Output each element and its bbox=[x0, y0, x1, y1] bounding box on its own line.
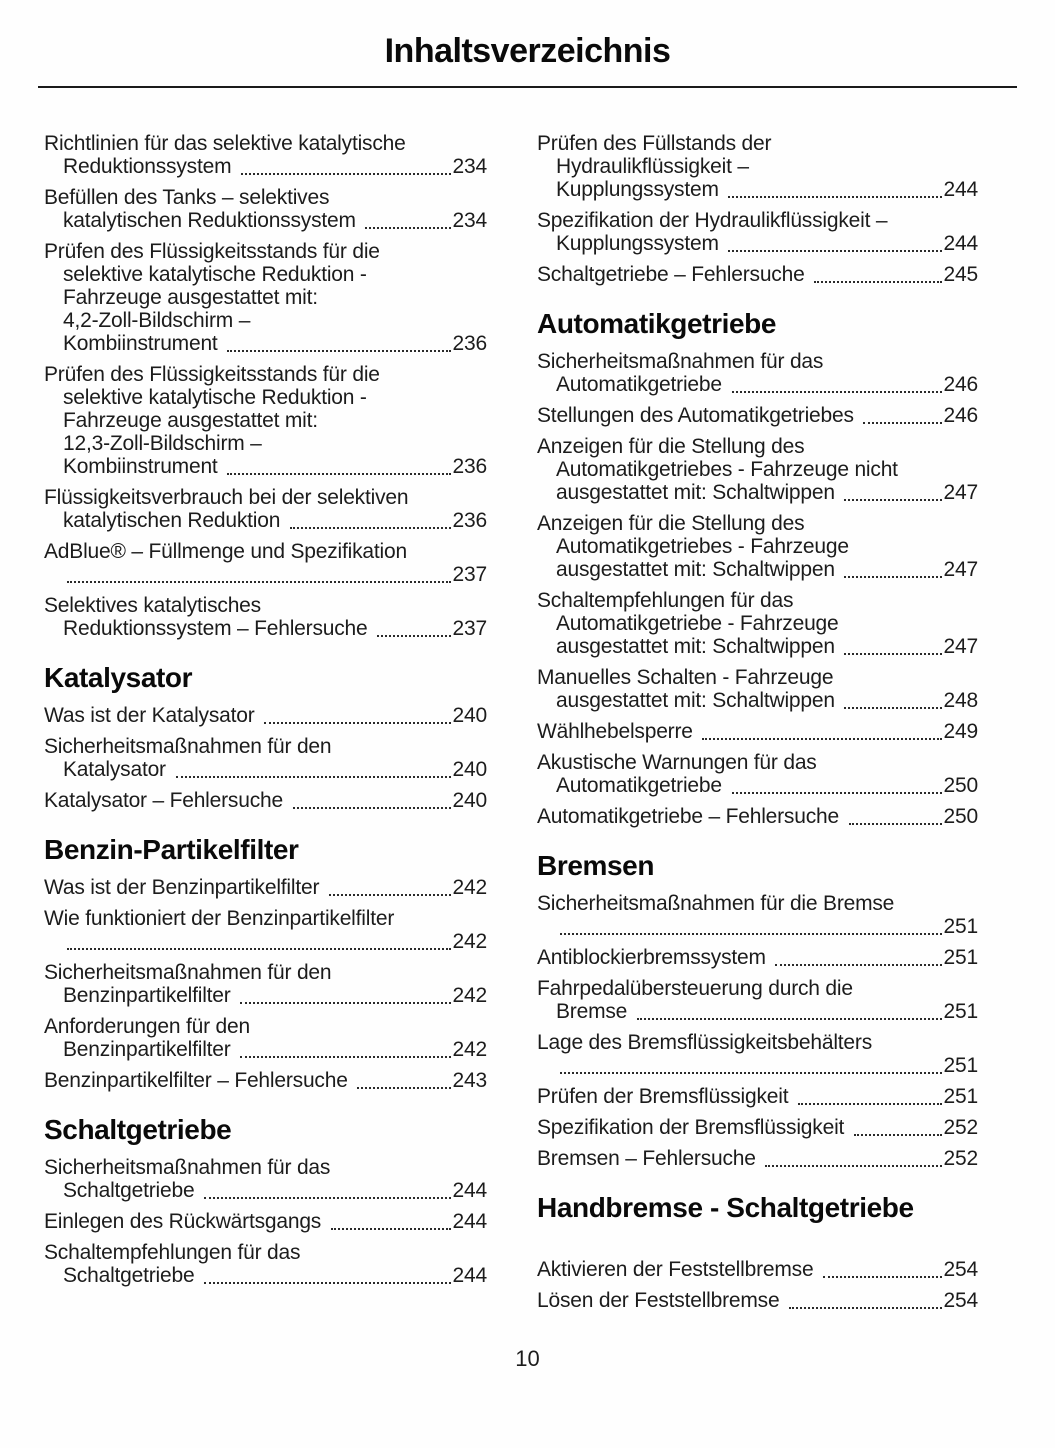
toc-entry bbox=[537, 1258, 978, 1281]
entry-line bbox=[537, 373, 978, 396]
entry-text: Bremsen – Fehlersuche bbox=[537, 1147, 762, 1170]
entry-text: ausgestattet mit: Schaltwippen bbox=[556, 481, 841, 504]
entry-page: 240 bbox=[452, 758, 487, 781]
toc-entry bbox=[537, 435, 978, 504]
entry-text: Was ist der Benzinpartikelfilter bbox=[44, 876, 325, 899]
dot-leader bbox=[67, 581, 451, 583]
entry-text: Automatikgetriebe bbox=[556, 373, 728, 396]
toc-entry bbox=[537, 589, 978, 658]
toc-entry bbox=[537, 1147, 978, 1170]
entry-line bbox=[537, 1147, 978, 1170]
entry-line bbox=[44, 332, 487, 355]
section-heading: Schaltgetriebe bbox=[44, 1114, 232, 1145]
entry-text: Schaltgetriebe – Fehlersuche bbox=[537, 263, 811, 286]
dot-leader bbox=[227, 350, 450, 352]
entry-line: Automatikgetriebes - Fahrzeuge bbox=[556, 535, 849, 558]
entry-text: Prüfen der Bremsflüssigkeit bbox=[537, 1085, 795, 1108]
toc-entry bbox=[44, 486, 487, 532]
entry-line bbox=[537, 558, 978, 581]
entry-line bbox=[44, 984, 487, 1007]
entry-line: 4,2-Zoll-Bildschirm – bbox=[63, 309, 251, 332]
toc-entry bbox=[44, 1156, 487, 1202]
dot-leader bbox=[789, 1307, 941, 1309]
entry-line bbox=[537, 178, 978, 201]
dot-leader bbox=[863, 422, 941, 424]
dot-leader bbox=[357, 1087, 450, 1089]
entry-line: Spezifikation der Hydraulikflüssigkeit – bbox=[537, 209, 888, 232]
entry-page: 247 bbox=[943, 558, 978, 581]
entry-line bbox=[537, 720, 978, 743]
toc-entry bbox=[44, 186, 487, 232]
entry-page: 252 bbox=[943, 1116, 978, 1139]
entry-page: 242 bbox=[452, 930, 487, 953]
entry-line: selektive katalytische Reduktion - bbox=[63, 263, 367, 286]
entry-line: Prüfen des Flüssigkeitsstands für die bbox=[44, 240, 380, 263]
entry-line: Schaltempfehlungen für das bbox=[537, 589, 794, 612]
toc-entry bbox=[537, 263, 978, 286]
entry-page: 254 bbox=[943, 1289, 978, 1312]
entry-line bbox=[537, 232, 978, 255]
entry-page: 244 bbox=[943, 232, 978, 255]
entry-page: 243 bbox=[452, 1069, 487, 1092]
toc-section bbox=[537, 132, 978, 286]
entry-text: ausgestattet mit: Schaltwippen bbox=[556, 558, 841, 581]
entry-line bbox=[44, 789, 487, 812]
entry-text: Kombiinstrument bbox=[63, 455, 224, 478]
entry-page: 254 bbox=[943, 1258, 978, 1281]
entry-line bbox=[44, 509, 487, 532]
entry-text: Stellungen des Automatikgetriebes bbox=[537, 404, 860, 427]
dot-leader bbox=[67, 948, 451, 950]
dot-leader bbox=[844, 576, 941, 578]
dot-leader bbox=[204, 1197, 450, 1199]
entry-page: 242 bbox=[452, 1038, 487, 1061]
entry-page: 237 bbox=[452, 617, 487, 640]
entry-line bbox=[44, 930, 487, 953]
entry-line bbox=[44, 563, 487, 586]
entry-text: Einlegen des Rückwärtsgangs bbox=[44, 1210, 327, 1233]
entry-line: Fahrzeuge ausgestattet mit: bbox=[63, 286, 318, 309]
entry-text: Katalysator bbox=[63, 758, 172, 781]
entry-page: 242 bbox=[452, 876, 487, 899]
section-heading: Automatikgetriebe bbox=[537, 308, 777, 339]
entry-line bbox=[537, 1054, 978, 1077]
entry-text: Wählhebelsperre bbox=[537, 720, 699, 743]
entry-page: 251 bbox=[943, 1000, 978, 1023]
entry-page: 247 bbox=[943, 635, 978, 658]
entry-text: Was ist der Katalysator bbox=[44, 704, 261, 727]
toc-entry bbox=[537, 1116, 978, 1139]
entry-line bbox=[537, 774, 978, 797]
entry-page: 252 bbox=[943, 1147, 978, 1170]
toc-entry bbox=[537, 209, 978, 255]
entry-line: 12,3-Zoll-Bildschirm – bbox=[63, 432, 262, 455]
section-heading: Handbremse - Schaltgetriebe bbox=[537, 1192, 914, 1223]
toc-entry bbox=[44, 1241, 487, 1287]
toc-entry bbox=[44, 363, 487, 478]
entry-text: ausgestattet mit: Schaltwippen bbox=[556, 689, 841, 712]
dot-leader bbox=[844, 707, 941, 709]
dot-leader bbox=[293, 807, 451, 809]
entry-line: Akustische Warnungen für das bbox=[537, 751, 817, 774]
dot-leader bbox=[329, 894, 451, 896]
dot-leader bbox=[849, 823, 942, 825]
entry-page: 240 bbox=[452, 789, 487, 812]
entry-text: Automatikgetriebe – Fehlersuche bbox=[537, 805, 845, 828]
toc-entry bbox=[44, 1015, 487, 1061]
entry-text: Kombiinstrument bbox=[63, 332, 224, 355]
entry-page: 249 bbox=[943, 720, 978, 743]
entry-line bbox=[44, 209, 487, 232]
dot-leader bbox=[732, 391, 942, 393]
toc-columns bbox=[0, 88, 1055, 1312]
entry-line bbox=[537, 1000, 978, 1023]
toc-entry bbox=[44, 961, 487, 1007]
toc-section bbox=[44, 132, 487, 640]
entry-line bbox=[44, 758, 487, 781]
dot-leader bbox=[240, 1002, 450, 1004]
toc-section bbox=[44, 834, 487, 1092]
entry-page: 244 bbox=[452, 1179, 487, 1202]
entry-line: Sicherheitsmaßnahmen für den bbox=[44, 961, 332, 984]
toc-entry bbox=[44, 704, 487, 727]
toc-column bbox=[44, 132, 487, 1287]
dot-leader bbox=[844, 653, 941, 655]
entry-line bbox=[44, 455, 487, 478]
dot-leader bbox=[241, 173, 451, 175]
dot-leader bbox=[814, 281, 941, 283]
entry-page: 251 bbox=[943, 915, 978, 938]
entry-text: Schaltgetriebe bbox=[63, 1179, 201, 1202]
entry-line bbox=[44, 876, 487, 899]
entry-line bbox=[44, 1210, 487, 1233]
entry-page: 242 bbox=[452, 984, 487, 1007]
entry-text: katalytischen Reduktion bbox=[63, 509, 286, 532]
toc-entry bbox=[537, 751, 978, 797]
entry-line: Prüfen des Füllstands der bbox=[537, 132, 772, 155]
entry-page: 244 bbox=[452, 1264, 487, 1287]
entry-text: Reduktionssystem bbox=[63, 155, 238, 178]
toc-entry bbox=[44, 594, 487, 640]
entry-line: Anzeigen für die Stellung des bbox=[537, 512, 805, 535]
entry-line bbox=[44, 1069, 487, 1092]
entry-text: Katalysator – Fehlersuche bbox=[44, 789, 289, 812]
dot-leader bbox=[290, 527, 451, 529]
entry-line bbox=[44, 617, 487, 640]
toc-entry bbox=[537, 132, 978, 201]
toc-entry bbox=[537, 404, 978, 427]
entry-text: Automatikgetriebe bbox=[556, 774, 728, 797]
entry-page: 247 bbox=[943, 481, 978, 504]
entry-page: 246 bbox=[943, 404, 978, 427]
dot-leader bbox=[560, 933, 942, 935]
entry-page: 251 bbox=[943, 1085, 978, 1108]
entry-page: 236 bbox=[452, 332, 487, 355]
entry-line bbox=[537, 1116, 978, 1139]
entry-line: Anforderungen für den bbox=[44, 1015, 250, 1038]
toc-entry bbox=[537, 892, 978, 938]
entry-line bbox=[44, 704, 487, 727]
toc-entry bbox=[537, 1289, 978, 1312]
toc-entry bbox=[44, 789, 487, 812]
entry-line bbox=[537, 946, 978, 969]
dot-leader bbox=[227, 473, 450, 475]
entry-line bbox=[537, 635, 978, 658]
toc-entry bbox=[44, 876, 487, 899]
entry-line: Sicherheitsmaßnahmen für den bbox=[44, 735, 332, 758]
entry-line bbox=[537, 481, 978, 504]
entry-page: 250 bbox=[943, 774, 978, 797]
entry-page: 237 bbox=[452, 563, 487, 586]
section-heading: Katalysator bbox=[44, 662, 193, 693]
dot-leader bbox=[765, 1165, 941, 1167]
dot-leader bbox=[365, 227, 450, 229]
entry-line: Schaltempfehlungen für das bbox=[44, 1241, 301, 1264]
entry-line bbox=[44, 1038, 487, 1061]
toc-entry bbox=[44, 540, 487, 586]
entry-page: 250 bbox=[943, 805, 978, 828]
dot-leader bbox=[331, 1228, 451, 1230]
entry-text: Schaltgetriebe bbox=[63, 1264, 201, 1287]
dot-leader bbox=[844, 499, 941, 501]
entry-line bbox=[537, 689, 978, 712]
entry-text: Kupplungssystem bbox=[556, 178, 725, 201]
toc-entry bbox=[44, 1210, 487, 1233]
dot-leader bbox=[732, 792, 942, 794]
toc-section bbox=[44, 1114, 487, 1287]
toc-entry bbox=[44, 735, 487, 781]
entry-line: Befüllen des Tanks – selektives bbox=[44, 186, 330, 209]
section-heading: Benzin-Partikelfilter bbox=[44, 834, 299, 865]
entry-line: Flüssigkeitsverbrauch bei der selektiven bbox=[44, 486, 409, 509]
toc-section bbox=[537, 308, 978, 828]
entry-line: Prüfen des Flüssigkeitsstands für die bbox=[44, 363, 380, 386]
entry-line bbox=[537, 404, 978, 427]
toc-section bbox=[44, 662, 487, 812]
toc-entry bbox=[44, 907, 487, 953]
entry-page: 236 bbox=[452, 509, 487, 532]
entry-line: Sicherheitsmaßnahmen für die Bremse bbox=[537, 892, 895, 915]
toc-entry bbox=[44, 132, 487, 178]
entry-page: 244 bbox=[452, 1210, 487, 1233]
entry-text: Benzinpartikelfilter bbox=[63, 984, 237, 1007]
toc-entry bbox=[44, 240, 487, 355]
toc-section bbox=[537, 850, 978, 1170]
entry-page: 234 bbox=[452, 209, 487, 232]
dot-leader bbox=[798, 1103, 942, 1105]
dot-leader bbox=[775, 964, 941, 966]
entry-page: 251 bbox=[943, 946, 978, 969]
entry-text: Benzinpartikelfilter – Fehlersuche bbox=[44, 1069, 354, 1092]
entry-text: Aktivieren der Feststellbremse bbox=[537, 1258, 820, 1281]
dot-leader bbox=[176, 776, 451, 778]
toc-entry bbox=[537, 946, 978, 969]
entry-line: Hydraulikflüssigkeit – bbox=[556, 155, 749, 178]
dot-leader bbox=[204, 1282, 450, 1284]
entry-line bbox=[537, 1289, 978, 1312]
entry-text: Antiblockierbremssystem bbox=[537, 946, 772, 969]
toc-entry bbox=[537, 666, 978, 712]
toc-entry bbox=[537, 1085, 978, 1108]
toc-entry bbox=[537, 512, 978, 581]
toc-entry bbox=[537, 977, 978, 1023]
entry-line: AdBlue® – Füllmenge und Spezifikation bbox=[44, 540, 407, 563]
page-title: Inhaltsverzeichnis bbox=[384, 32, 671, 70]
entry-line: Selektives katalytisches bbox=[44, 594, 261, 617]
dot-leader bbox=[377, 635, 450, 637]
entry-page: 246 bbox=[943, 373, 978, 396]
entry-line: Sicherheitsmaßnahmen für das bbox=[537, 350, 824, 373]
entry-line: Lage des Bremsflüssigkeitsbehälters bbox=[537, 1031, 873, 1054]
dot-leader bbox=[854, 1134, 942, 1136]
toc-entry bbox=[44, 1069, 487, 1092]
entry-line bbox=[44, 1264, 487, 1287]
entry-page: 244 bbox=[943, 178, 978, 201]
entry-page: 245 bbox=[943, 263, 978, 286]
entry-line bbox=[537, 1085, 978, 1108]
entry-text: Kupplungssystem bbox=[556, 232, 725, 255]
toc-section bbox=[537, 1192, 978, 1312]
dot-leader bbox=[823, 1276, 941, 1278]
entry-line: Anzeigen für die Stellung des bbox=[537, 435, 805, 458]
toc-entry bbox=[537, 805, 978, 828]
dot-leader bbox=[702, 738, 941, 740]
entry-line bbox=[44, 1179, 487, 1202]
entry-line: Sicherheitsmaßnahmen für das bbox=[44, 1156, 331, 1179]
toc-entry bbox=[537, 1031, 978, 1077]
dot-leader bbox=[560, 1072, 942, 1074]
toc-entry bbox=[537, 720, 978, 743]
entry-text: Spezifikation der Bremsflüssigkeit bbox=[537, 1116, 850, 1139]
entry-page: 236 bbox=[452, 455, 487, 478]
section-heading: Bremsen bbox=[537, 850, 655, 881]
entry-page: 234 bbox=[452, 155, 487, 178]
entry-line: Automatikgetriebe - Fahrzeuge bbox=[556, 612, 839, 635]
entry-line bbox=[537, 263, 978, 286]
toc-column bbox=[537, 132, 978, 1312]
entry-text: Lösen der Feststellbremse bbox=[537, 1289, 786, 1312]
dot-leader bbox=[728, 196, 941, 198]
entry-text: Benzinpartikelfilter bbox=[63, 1038, 237, 1061]
toc-entry bbox=[537, 350, 978, 396]
dot-leader bbox=[264, 722, 450, 724]
dot-leader bbox=[637, 1018, 942, 1020]
entry-line: Automatikgetriebes - Fahrzeuge nicht bbox=[556, 458, 898, 481]
entry-text: Reduktionssystem – Fehlersuche bbox=[63, 617, 374, 640]
entry-line: selektive katalytische Reduktion - bbox=[63, 386, 367, 409]
entry-line bbox=[537, 1258, 978, 1281]
entry-line: Richtlinien für das selektive katalytische bbox=[44, 132, 406, 155]
entry-line: Fahrpedalübersteuerung durch die bbox=[537, 977, 853, 1000]
entry-line bbox=[537, 805, 978, 828]
entry-text: katalytischen Reduktionssystem bbox=[63, 209, 362, 232]
entry-line: Manuelles Schalten - Fahrzeuge bbox=[537, 666, 834, 689]
dot-leader bbox=[240, 1056, 450, 1058]
entry-page: 251 bbox=[943, 1054, 978, 1077]
entry-line: Fahrzeuge ausgestattet mit: bbox=[63, 409, 318, 432]
entry-line: Wie funktioniert der Benzinpartikelfilter bbox=[44, 907, 395, 930]
dot-leader bbox=[728, 250, 941, 252]
entry-page: 240 bbox=[452, 704, 487, 727]
entry-text: Bremse bbox=[556, 1000, 633, 1023]
entry-line bbox=[537, 915, 978, 938]
entry-line bbox=[44, 155, 487, 178]
entry-text: ausgestattet mit: Schaltwippen bbox=[556, 635, 841, 658]
entry-page: 248 bbox=[943, 689, 978, 712]
page-number: 10 bbox=[515, 1346, 540, 1371]
